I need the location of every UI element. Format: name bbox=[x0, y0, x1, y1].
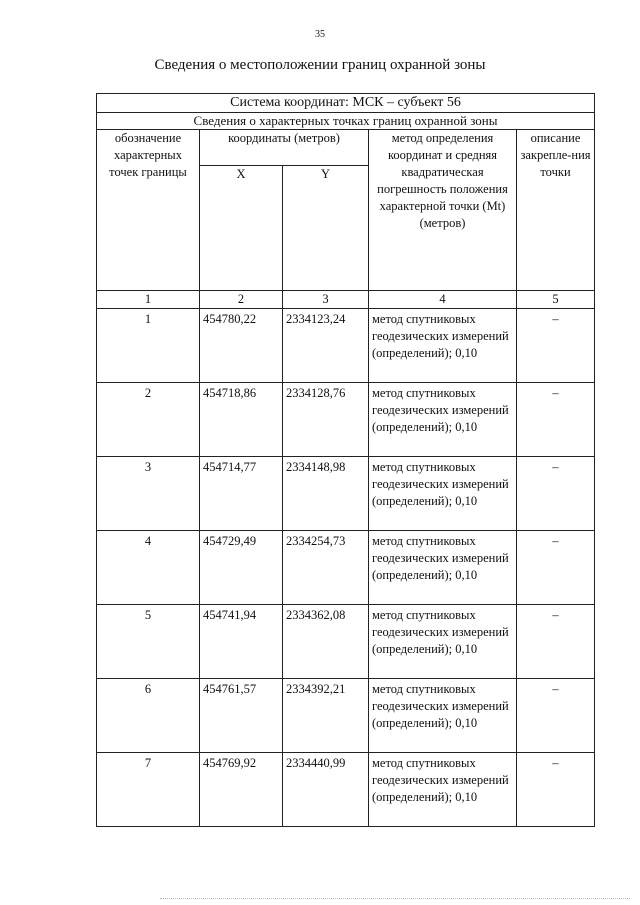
y-coordinate-cell: 2334392,21 bbox=[283, 679, 369, 753]
x-coordinate-cell: 454718,86 bbox=[200, 383, 283, 457]
y-coordinate-cell: 2334254,73 bbox=[283, 531, 369, 605]
method-cell: метод спутниковых геодезических измерений (определений); 0,10 bbox=[369, 679, 517, 753]
point-number-cell: 1 bbox=[97, 309, 200, 383]
y-coordinate-cell: 2334440,99 bbox=[283, 753, 369, 827]
method-header: метод определения координат и средняя квадратическая погрешность положения характерной точки (Mt) (метров) bbox=[369, 130, 517, 291]
y-coordinate-cell: 2334123,24 bbox=[283, 309, 369, 383]
column-number: 4 bbox=[369, 291, 517, 309]
y-coordinate-cell: 2334362,08 bbox=[283, 605, 369, 679]
section-header: Сведения о характерных точках границ охранной зоны bbox=[97, 113, 595, 130]
page-number: 35 bbox=[315, 29, 325, 40]
point-number-cell: 6 bbox=[97, 679, 200, 753]
column-number: 3 bbox=[283, 291, 369, 309]
x-header: X bbox=[200, 166, 283, 291]
fixing-description-cell: – bbox=[517, 605, 595, 679]
boundary-points-table bbox=[96, 93, 595, 827]
point-number-cell: 2 bbox=[97, 383, 200, 457]
fixing-description-cell: – bbox=[517, 531, 595, 605]
point-number-cell: 3 bbox=[97, 457, 200, 531]
column-number: 2 bbox=[200, 291, 283, 309]
x-coordinate-cell: 454780,22 bbox=[200, 309, 283, 383]
point-designation-header: обозначение характерных точек границы bbox=[97, 130, 200, 291]
method-cell: метод спутниковых геодезических измерений (определений); 0,10 bbox=[369, 383, 517, 457]
fixing-description-cell: – bbox=[517, 753, 595, 827]
table-row bbox=[97, 531, 595, 605]
fixing-description-cell: – bbox=[517, 383, 595, 457]
table-row bbox=[97, 753, 595, 827]
y-coordinate-cell: 2334148,98 bbox=[283, 457, 369, 531]
table-row bbox=[97, 605, 595, 679]
fixing-description-cell: – bbox=[517, 679, 595, 753]
table-row bbox=[97, 383, 595, 457]
fixing-description-header: описание закрепле-ния точки bbox=[517, 130, 595, 291]
fixing-description-cell: – bbox=[517, 309, 595, 383]
x-coordinate-cell: 454769,92 bbox=[200, 753, 283, 827]
point-number-cell: 7 bbox=[97, 753, 200, 827]
column-numbers-row bbox=[97, 291, 595, 309]
coordinate-system-header: Система координат: МСК – субъект 56 bbox=[97, 94, 595, 113]
x-coordinate-cell: 454741,94 bbox=[200, 605, 283, 679]
method-cell: метод спутниковых геодезических измерений (определений); 0,10 bbox=[369, 753, 517, 827]
point-number-cell: 5 bbox=[97, 605, 200, 679]
method-cell: метод спутниковых геодезических измерений (определений); 0,10 bbox=[369, 309, 517, 383]
table-row bbox=[97, 309, 595, 383]
fixing-description-cell: – bbox=[517, 457, 595, 531]
y-coordinate-cell: 2334128,76 bbox=[283, 383, 369, 457]
x-coordinate-cell: 454761,57 bbox=[200, 679, 283, 753]
y-header: Y bbox=[283, 166, 369, 291]
x-coordinate-cell: 454714,77 bbox=[200, 457, 283, 531]
point-number-cell: 4 bbox=[97, 531, 200, 605]
document-title: Сведения о местоположении границ охранной зоны bbox=[154, 57, 486, 73]
table-row bbox=[97, 679, 595, 753]
method-cell: метод спутниковых геодезических измерений (определений); 0,10 bbox=[369, 457, 517, 531]
column-number: 5 bbox=[517, 291, 595, 309]
x-coordinate-cell: 454729,49 bbox=[200, 531, 283, 605]
method-cell: метод спутниковых геодезических измерений (определений); 0,10 bbox=[369, 605, 517, 679]
column-number: 1 bbox=[97, 291, 200, 309]
method-cell: метод спутниковых геодезических измерений (определений); 0,10 bbox=[369, 531, 517, 605]
table-row bbox=[97, 457, 595, 531]
page-footer-artifact bbox=[160, 898, 630, 905]
coordinates-header: координаты (метров) bbox=[200, 130, 369, 166]
